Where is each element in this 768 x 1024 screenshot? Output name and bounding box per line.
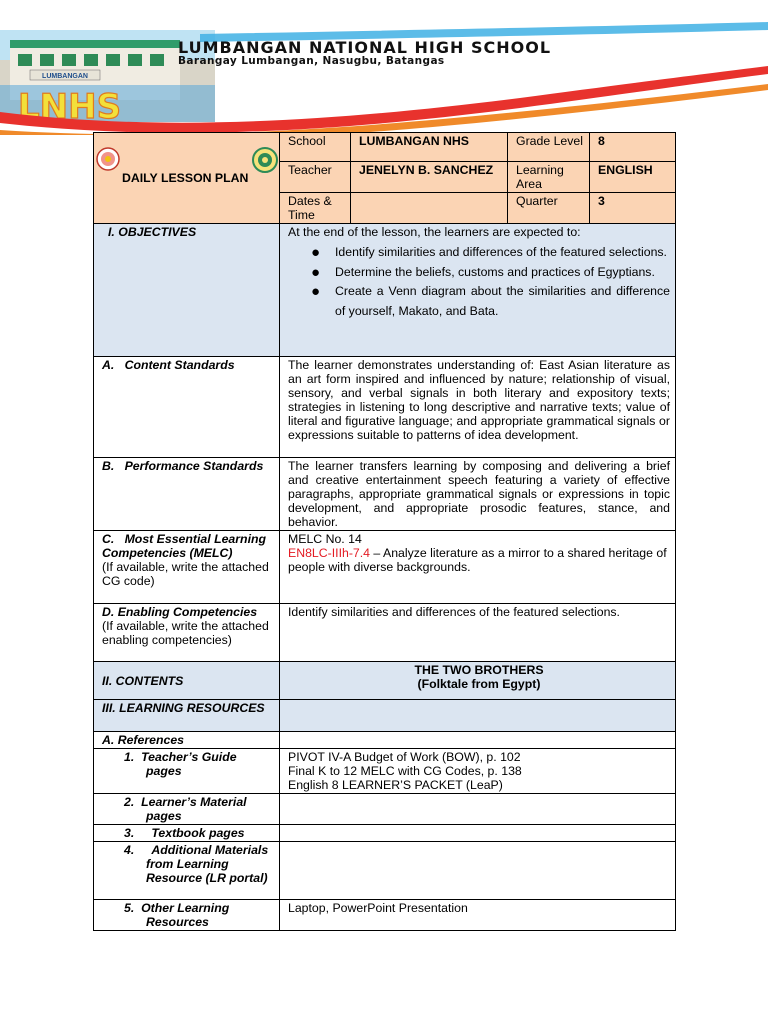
dlp-title: DAILY LESSON PLAN bbox=[122, 171, 249, 185]
objectives-label: I. OBJECTIVES bbox=[94, 224, 280, 357]
contents-row bbox=[94, 662, 676, 700]
school-banner bbox=[0, 0, 768, 135]
teacher-label: Teacher bbox=[280, 162, 351, 193]
objective-item: ● Determine the beliefs, customs and practices of Egyptians. bbox=[311, 263, 655, 281]
objectives-row bbox=[94, 224, 676, 357]
grade-label: Grade Level bbox=[508, 133, 590, 162]
contents-label: II. CONTENTS bbox=[94, 662, 280, 700]
objective-item: ● Identify similarities and differences of the featured selections. bbox=[311, 244, 667, 261]
deped-seal-icon bbox=[96, 147, 120, 171]
learning-resources-value bbox=[280, 700, 676, 732]
bullet-icon: ● bbox=[311, 244, 321, 261]
tg-line: PIVOT IV-A Budget of Work (BOW), p. 102 bbox=[288, 750, 521, 764]
school-seal-icon bbox=[252, 147, 278, 173]
learning-area-label: Learning Area bbox=[508, 162, 590, 193]
enabling-competencies-label: D. Enabling Competencies (If available, write the attached enabling competencies) bbox=[94, 604, 280, 662]
performance-standards-label: B. Performance Standards bbox=[94, 458, 280, 531]
quarter-label: Quarter bbox=[508, 193, 590, 224]
dlp-title-cell bbox=[94, 133, 280, 224]
learners-material-label: 2. Learner’s Material pages bbox=[94, 794, 280, 825]
references-value bbox=[280, 732, 676, 749]
melc-label: C. Most Essential Learning Competencies (MELC) (If available, write the attached CG code) bbox=[94, 531, 280, 604]
performance-standards-text: The learner transfers learning by composing and delivering a brief and creative entertainment speech featuring a variety of effective paragraphs, appropriate grammatical signals or expressions in topic development, and appropriate prosodic features, stance, and behavior. bbox=[280, 458, 676, 531]
additional-materials-label: 4. Additional Materials from Learning Resource (LR portal) bbox=[94, 842, 280, 900]
dates-label: Dates & Time bbox=[280, 193, 351, 224]
objective-item: ● Create a Venn diagram about the similarities and difference of yourself, Makato, and Bata. bbox=[311, 283, 670, 318]
enabling-competencies-row bbox=[94, 604, 676, 662]
teachers-guide-label: 1. Teacher’s Guide pages bbox=[94, 749, 280, 794]
additional-materials-row bbox=[94, 842, 676, 900]
references-row bbox=[94, 732, 676, 749]
contents-title: THE TWO BROTHERS bbox=[414, 663, 544, 677]
performance-standards-row bbox=[94, 458, 676, 531]
dates-value bbox=[351, 193, 508, 224]
bullet-icon: ● bbox=[311, 263, 321, 281]
other-resources-value: Laptop, PowerPoint Presentation bbox=[280, 900, 676, 931]
objectives-content bbox=[280, 224, 676, 357]
learning-resources-row bbox=[94, 700, 676, 732]
melc-text: – Analyze literature as a mirror to a shared heritage of people with diverse backgrounds. bbox=[288, 546, 667, 574]
melc-code: EN8LC-IIIh-7.4 bbox=[288, 546, 371, 560]
svg-text:LUMBANGAN: LUMBANGAN bbox=[42, 73, 88, 80]
melc-number: MELC No. 14 bbox=[288, 532, 362, 546]
header-row-school bbox=[94, 133, 676, 162]
melc-note: (If available, write the attached CG code) bbox=[102, 560, 269, 588]
grade-value: 8 bbox=[590, 133, 676, 162]
banner-swoosh bbox=[0, 0, 768, 135]
enabling-note: (If available, write the attached enabling competencies) bbox=[102, 619, 269, 647]
bullet-icon: ● bbox=[311, 283, 321, 300]
school-value: LUMBANGAN NHS bbox=[351, 133, 508, 162]
additional-materials-value bbox=[280, 842, 676, 900]
content-standards-text: The learner demonstrates understanding of: East Asian literature as an art form inspired and influenced by nature; relationship of visual, sensory, and verbal signals in both literary and expository texts; strategies in listening to long descriptive and narrative texts; value of literal and figurative language; and appropriate grammatical signals or expressions suitable to patterns of idea development. bbox=[280, 357, 676, 458]
tg-line: English 8 LEARNER’S PACKET (LeaP) bbox=[288, 778, 503, 792]
textbook-label: 3. Textbook pages bbox=[94, 825, 280, 842]
teachers-guide-row bbox=[94, 749, 676, 794]
melc-row bbox=[94, 531, 676, 604]
content-standards-label: A. Content Standards bbox=[94, 357, 280, 458]
content-standards-row bbox=[94, 357, 676, 458]
daily-lesson-plan-table bbox=[93, 132, 676, 931]
teacher-value: JENELYN B. SANCHEZ bbox=[351, 162, 508, 193]
textbook-row bbox=[94, 825, 676, 842]
other-resources-label: 5. Other Learning Resources bbox=[94, 900, 280, 931]
enabling-competencies-text: Identify similarities and differences of the featured selections. bbox=[280, 604, 676, 662]
learning-area-value: ENGLISH bbox=[590, 162, 676, 193]
school-name: LUMBANGAN NATIONAL HIGH SCHOOL bbox=[178, 38, 552, 57]
school-address: Barangay Lumbangan, Nasugbu, Batangas bbox=[178, 55, 445, 67]
other-resources-row bbox=[94, 900, 676, 931]
references-label: A. References bbox=[94, 732, 280, 749]
objectives-list bbox=[288, 243, 670, 321]
contents-subtitle: (Folktale from Egypt) bbox=[417, 677, 541, 691]
learners-material-value bbox=[280, 794, 676, 825]
melc-content bbox=[280, 531, 676, 604]
quarter-value: 3 bbox=[590, 193, 676, 224]
learning-resources-label: III. LEARNING RESOURCES bbox=[94, 700, 280, 732]
learners-material-row bbox=[94, 794, 676, 825]
svg-text:LNHS: LNHS bbox=[18, 87, 122, 122]
textbook-value bbox=[280, 825, 676, 842]
contents-title-cell bbox=[280, 662, 676, 700]
objectives-intro: At the end of the lesson, the learners are expected to: bbox=[288, 225, 581, 239]
teachers-guide-value bbox=[280, 749, 676, 794]
tg-line: Final K to 12 MELC with CG Codes, p. 138 bbox=[288, 764, 522, 778]
school-label: School bbox=[280, 133, 351, 162]
